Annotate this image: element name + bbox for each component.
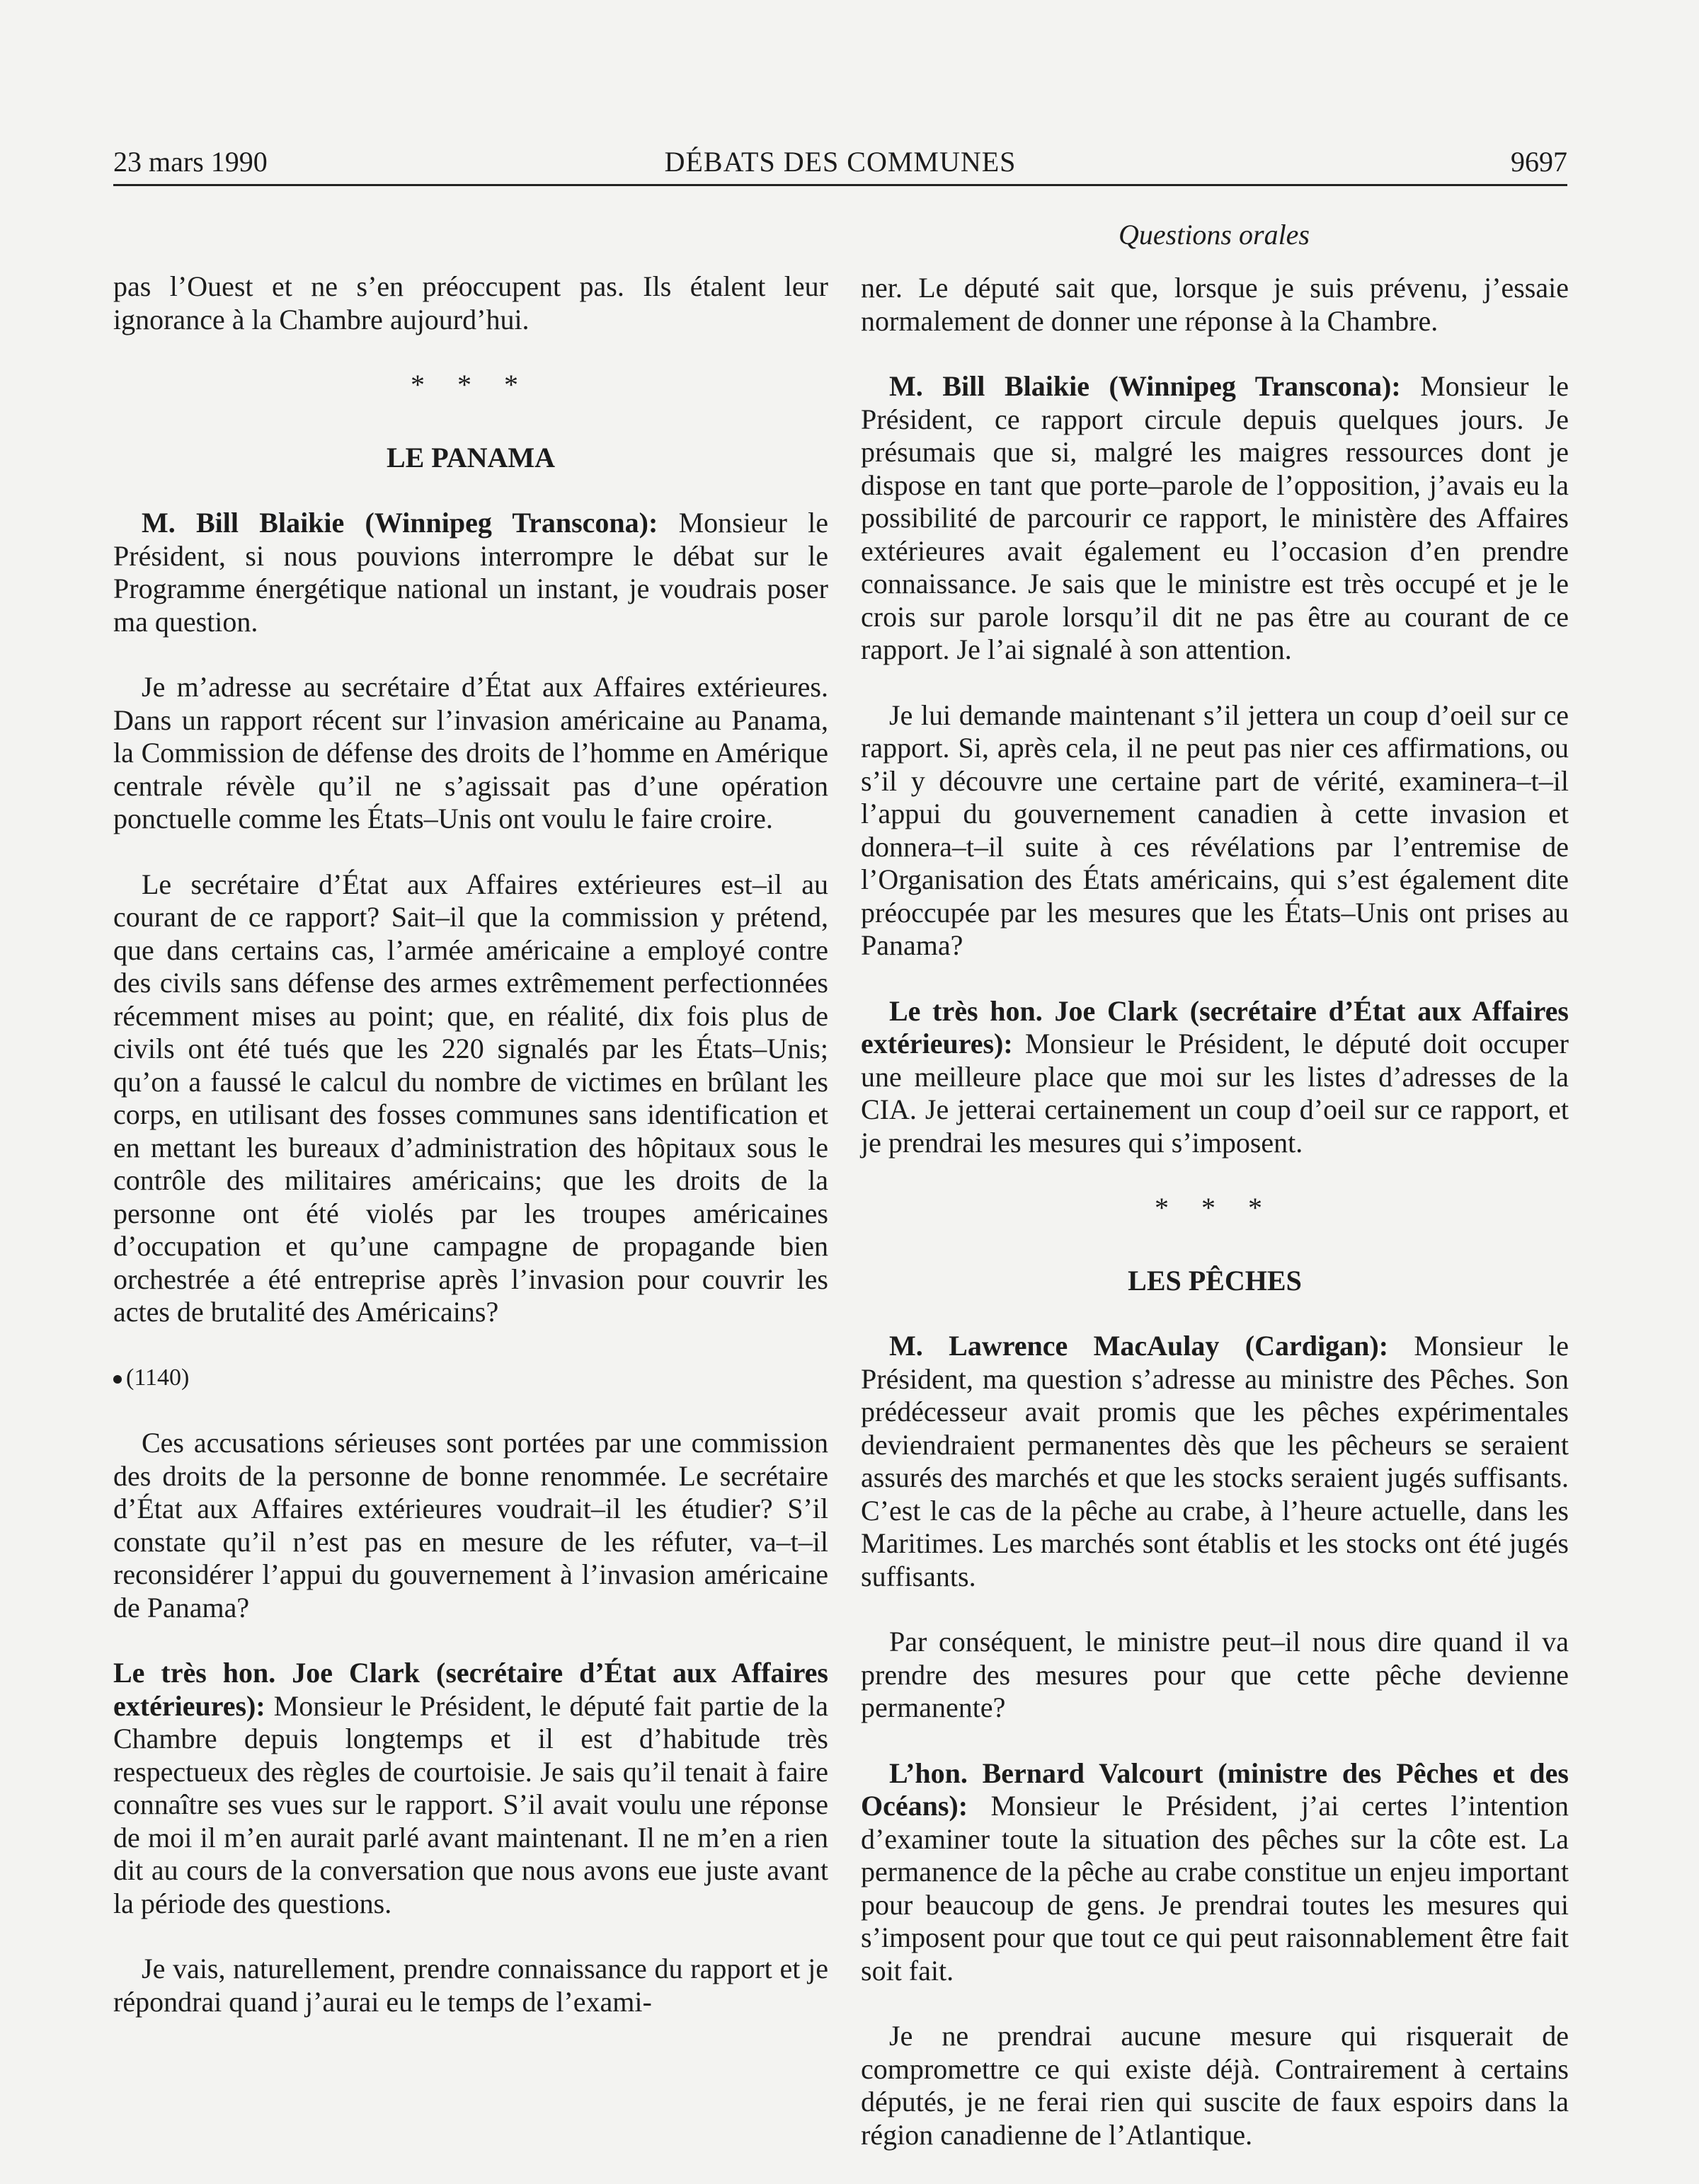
paragraph: ner. Le député sait que, lorsque je suis prévenu, j’essaie normalement de donner une réponse à la Chambre. (861, 272, 1569, 337)
paragraph (113, 507, 828, 638)
section-separator: * * * (411, 369, 531, 401)
speaker-name: M. Lawrence MacAulay (Cardigan): (889, 1330, 1389, 1362)
right-column (861, 272, 1569, 2184)
paragraph: Ces accusations sérieuses sont portées par une commission des droits de la personne de bonne renommée. Le secrétaire d’État aux Affaires extérieures voudrait–il les étudier? S’il constate qu’il n’est pas en mesure de les réfuter, va–t–il reconsidérer l’appui du gouvernement à l’invasion américaine de Panama? (113, 1427, 828, 1623)
section-heading: LE PANAMA (386, 441, 556, 473)
section-label: Questions orales (1119, 219, 1310, 251)
speech-text: Monsieur le Président, le député fait partie de la Chambre depuis longtemps et il est d’habitude très respectueux des règles de courtoisie. Je sais qu’il tenait à faire connaître ses vues sur le rapport. S’il avait voulu une réponse de moi il m’en aurait parlé avant maintenant. Il ne m’en a rien dit au cours de la conversation que nous avons eue juste avant la période des questions. (113, 1689, 828, 1919)
speaker-name: Le très hon. Joe Clark (secrétaire d’État aux Affaires extérieures): (113, 1657, 828, 1722)
paragraph: Le secrétaire d’État aux Affaires extérieures est–il au courant de ce rapport? Sait–il que la commission y prétend, que dans certains cas, l’armée américaine a employé contre des civils sans défense des armes extrêmement perfectionnées récemment mises au point; que, en réalité, dix fois plus de civils ont été tués que les 220 signalés par les États–Unis; qu’on a faussé le calcul du nombre de victimes en brûlant les corps, en utilisant des fosses communes sans identification et en mettant les bureaux d’administration des hôpitaux sous le contrôle des militaires américains; que les droits de la personne ont été violés par les troupes américaines d’occupation et qu’une campagne de propagande bien orchestrée a été entreprise après l’invasion pour couvrir les actes de brutalité des Américains? (113, 868, 828, 1328)
header-title: DÉBATS DES COMMUNES (664, 146, 1017, 178)
paragraph (861, 1757, 1569, 1988)
speaker-name: Le très hon. Joe Clark (secrétaire d’État aux Affaires extérieures): (861, 994, 1569, 1059)
paragraph: Je m’adresse au secrétaire d’État aux Affaires extérieures. Dans un rapport récent sur l’invasion américaine au Panama, la Commission de défense des droits de l’homme en Amérique centrale révèle qu’il ne s’agissait pas d’une opération ponctuelle comme les États–Unis ont voulu le faire croire. (113, 671, 828, 834)
paragraph (861, 995, 1569, 1160)
section-heading: LES PÊCHES (1128, 1264, 1302, 1297)
paragraph: Par conséquent, le ministre peut–il nous dire quand il va prendre des mesures pour que cette pêche devienne permanente? (861, 1626, 1569, 1723)
speech-text: Monsieur le Président, ce rapport circule depuis quelques jours. Je présumais que si, malgré les maigres ressources dont je dispose en tant que porte–parole de l’opposition, j’avais eu la possibilité de parcourir ce rapport, le ministère des Affaires extérieures avait également eu l’occasion d’en prendre connaissance. Je sais que le ministre est très occupé et je le crois sur parole lorsqu’il dit ne pas être au courant de ce rapport. Je l’ai signalé à son attention. (861, 370, 1569, 665)
page-number: 9697 (1511, 146, 1567, 178)
speech-text: Monsieur le Président, ma question s’adresse au ministre des Pêches. Son prédécesseur avait promis que les pêches expérimentales deviendraient permanentes dès que les pêcheurs se seraient assurés des marchés et que les stocks seraient jugés suffisants. C’est le cas de la pêche au crabe, à l’heure actuelle, dans les Maritimes. Les marchés sont établis et les stocks ont été jugés suffisants. (861, 1330, 1569, 1592)
paragraph (861, 370, 1569, 667)
header-date: 23 mars 1990 (113, 146, 268, 178)
speech-text: Monsieur le Président, le député doit occuper une meilleure place que moi sur les listes d’adresses de la CIA. Je jetterai certainement un coup d’oeil sur ce rapport, et je prendrai les mesures qui s’imposent. (861, 1028, 1569, 1159)
speech-text: Monsieur le Président, j’ai certes l’intention d’examiner toute la situation des pêches sur la côte est. La permanence de la pêche au crabe constitue un enjeu important pour beaucoup de gens. Je prendrai toutes les mesures qui s’imposent pour que tout ce qui peut raisonnablement être fait soit fait. (861, 1790, 1569, 1987)
page-header (113, 140, 1567, 186)
paragraph (113, 1657, 828, 1920)
speaker-name: M. Bill Blaikie (Winnipeg Transcona): (142, 507, 658, 539)
left-column (113, 270, 828, 2051)
time-marker-text: (1140) (126, 1364, 190, 1391)
time-marker (113, 1362, 828, 1395)
speech-text: Monsieur le Président, si nous pouvions interrompre le débat sur le Programme énergétique national un instant, je voudrais poser ma question. (113, 507, 828, 638)
paragraph: Je ne prendrai aucune mesure qui risquerait de compromettre ce qui existe déjà. Contrairement à certains députés, je ne ferai rien qui suscite de faux espoirs dans la région canadienne de l’Atlantique. (861, 2020, 1569, 2151)
paragraph: Je vais, naturellement, prendre connaissance du rapport et je répondrai quand j’aurai eu le temps de l’exami- (113, 1953, 828, 2018)
speaker-name: L’hon. Bernard Valcourt (ministre des Pêches et des Océans): (861, 1757, 1569, 1822)
speaker-name: M. Bill Blaikie (Winnipeg Transcona): (889, 370, 1401, 402)
bullet-icon (113, 1375, 122, 1384)
paragraph (861, 1330, 1569, 1593)
paragraph: pas l’Ouest et ne s’en préoccupent pas. Ils étalent leur ignorance à la Chambre aujourd’hui. (113, 270, 828, 335)
section-separator: * * * (1155, 1192, 1275, 1224)
paragraph: Je lui demande maintenant s’il jettera un coup d’oeil sur ce rapport. Si, après cela, il ne peut pas nier ces affirmations, ou s’il y découvre une certaine part de vérité, examinera–t–il l’appui du gouvernement canadien à cette invasion et donnera–t–il suite à ces révélations par l’entremise de l’Organisation des États américains, qui s’est également dite préoccupée par les mesures que les États–Unis ont prises au Panama? (861, 699, 1569, 961)
